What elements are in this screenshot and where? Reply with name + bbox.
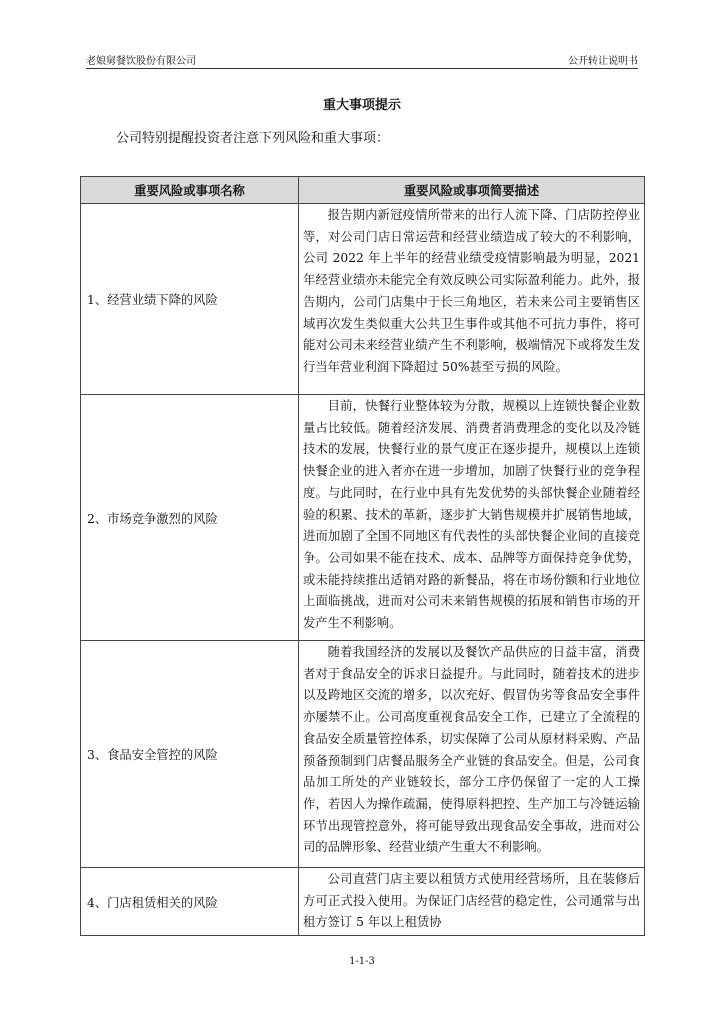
risk-name: 4、门店租赁相关的风险 bbox=[81, 868, 299, 936]
risk-description: 随着我国经济的发展以及餐饮产品供应的日益丰富，消费者对于食品安全的诉求日益提升。与此同时，随着技术的进步以及跨地区交流的增多，以次充好、假冒伪劣等食品安全事件亦屡禁不止。公司高度重视食品安全工作，已建立了全流程的食品安全质量管控体系，切实保障了公司从原材料采购、产品预备预制到门店餐品服务全产业链的食品安全。但是，公司食品加工所处的产业链较长，部分工序仍保留了一定的人工操作，若因人为操作疏漏，使得原料把控、生产加工与冷链运输环节出现管控意外，将可能导致出现食品安全事故，进而对公司的品牌形象、经营业绩产生重大不利影响。 bbox=[299, 641, 645, 868]
column-header-name: 重要风险或事项名称 bbox=[81, 177, 299, 204]
page-title: 重大事项提示 bbox=[322, 98, 401, 113]
risk-description: 目前，快餐行业整体较为分散，规模以上连锁快餐企业数量占比较低。随着经济发展、消费者消费理念的变化以及冷链技术的发展，快餐行业的景气度正在逐步提升，规模以上连锁快餐企业的进入者亦在进一步增加，加剧了快餐行业的竞争程度。与此同时，在行业中具有先发优势的头部快餐企业随着经验的积累、技术的革新，逐步扩大销售规模并扩展销售地域，进而加剧了全国不同地区有代表性的头部快餐企业间的直接竞争。公司如果不能在技术、成本、品牌等方面保持竞争优势，或未能持续推出适销对路的新餐品，将在市场份额和行业地位上面临挑战，进而对公司未来销售规模的拓展和销售市场的开发产生不利影响。 bbox=[299, 395, 645, 641]
risk-name: 3、食品安全管控的风险 bbox=[81, 641, 299, 868]
table-row bbox=[81, 641, 645, 868]
column-header-description: 重要风险或事项简要描述 bbox=[299, 177, 645, 204]
risk-table bbox=[80, 176, 645, 936]
risk-description: 报告期内新冠疫情所带来的出行人流下降、门店防控停业等，对公司门店日常运营和经营业绩造成了较大的不利影响，公司 2022 年上半年的经营业绩受疫情影响最为明显，2021 年经营业绩亦未能完全有效反映公司实际盈利能力。此外，报告期内，公司门店集中于长三角地区，若未来公司主要销售区域再次发生类似重大公共卫生事件或其他不可抗力事件，将可能对公司未来经营业绩产生不利影响，极端情况下或将发生发行当年营业利润下降超过 50%甚至亏损的风险。 bbox=[299, 204, 645, 395]
page-header bbox=[86, 50, 638, 69]
table-row bbox=[81, 204, 645, 395]
intro-paragraph: 公司特别提醒投资者注意下列风险和重大事项： bbox=[116, 131, 390, 146]
header-company-name: 老娘舅餐饮股份有限公司 bbox=[86, 56, 196, 67]
risk-name: 1、经营业绩下降的风险 bbox=[81, 204, 299, 395]
page-number: 1-1-3 bbox=[349, 956, 375, 967]
risk-name: 2、市场竞争激烈的风险 bbox=[81, 395, 299, 641]
table-row bbox=[81, 395, 645, 641]
table-header-row bbox=[81, 177, 645, 204]
header-document-title: 公开转让说明书 bbox=[568, 56, 638, 67]
table-row bbox=[81, 868, 645, 936]
risk-description: 公司直营门店主要以租赁方式使用经营场所，且在装修后方可正式投入使用。为保证门店经营的稳定性，公司通常与出租方签订 5 年以上租赁协 bbox=[299, 868, 645, 936]
